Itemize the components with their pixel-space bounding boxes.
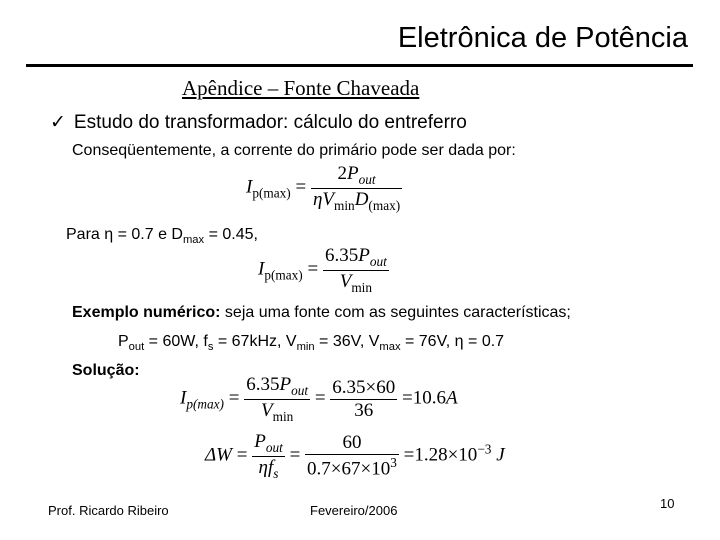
example-line: Exemplo numérico: seja uma fonte com as seguintes características; [72, 304, 571, 321]
equation-energy-result: ΔW = $\frac{P_{out}}{\eta f_s}$ = $\frac{60}{0.7\times 67\times 10^3}$ $=1.28\times 10^{-3}$ J [205, 431, 505, 481]
slide-subtitle: Apêndice – Fonte Chaveada [182, 76, 420, 100]
header-divider [26, 64, 693, 67]
solution-label: Solução: [72, 362, 140, 379]
equation-current-result: $I_{p(max)}$ = $\frac{6.35P_{out}}{V_{min}}$ = $\frac{6.35\times 60}{36}$ =10.6A [180, 374, 458, 424]
page-number: 10 [660, 496, 675, 511]
footer-date: Fevereiro/2006 [310, 503, 398, 518]
header-title: Eletrônica de Potência [397, 22, 688, 54]
intro-line: Conseqüentemente, a corrente do primário pode ser dada por: [72, 142, 516, 159]
equation-primary-current: $I_{p(max)}$ = $\frac{2P_{out}}{\eta V_{min}D_{(max)}}$ [246, 163, 401, 213]
bullet-text: Estudo do transformador: cálculo do entreferro [73, 112, 467, 133]
checkmark-icon: ✓ [50, 112, 66, 133]
parameters-line: $P_{out} = 60W$, $f_s = 67kHz$, $V_{min} = 36V$, $V_{max} = 76V$, η = 0.7 [118, 333, 505, 354]
bullet-item [50, 111, 467, 134]
equation-simplified-current: $I_{p(max)}$ = $\frac{6.35P_{out}}{V_{min}}$ [258, 245, 387, 295]
footer-author: Prof. Ricardo Ribeiro [48, 503, 169, 518]
para-line: Para η = 0.7 e $D_{max} = 0.45$, [66, 226, 258, 247]
